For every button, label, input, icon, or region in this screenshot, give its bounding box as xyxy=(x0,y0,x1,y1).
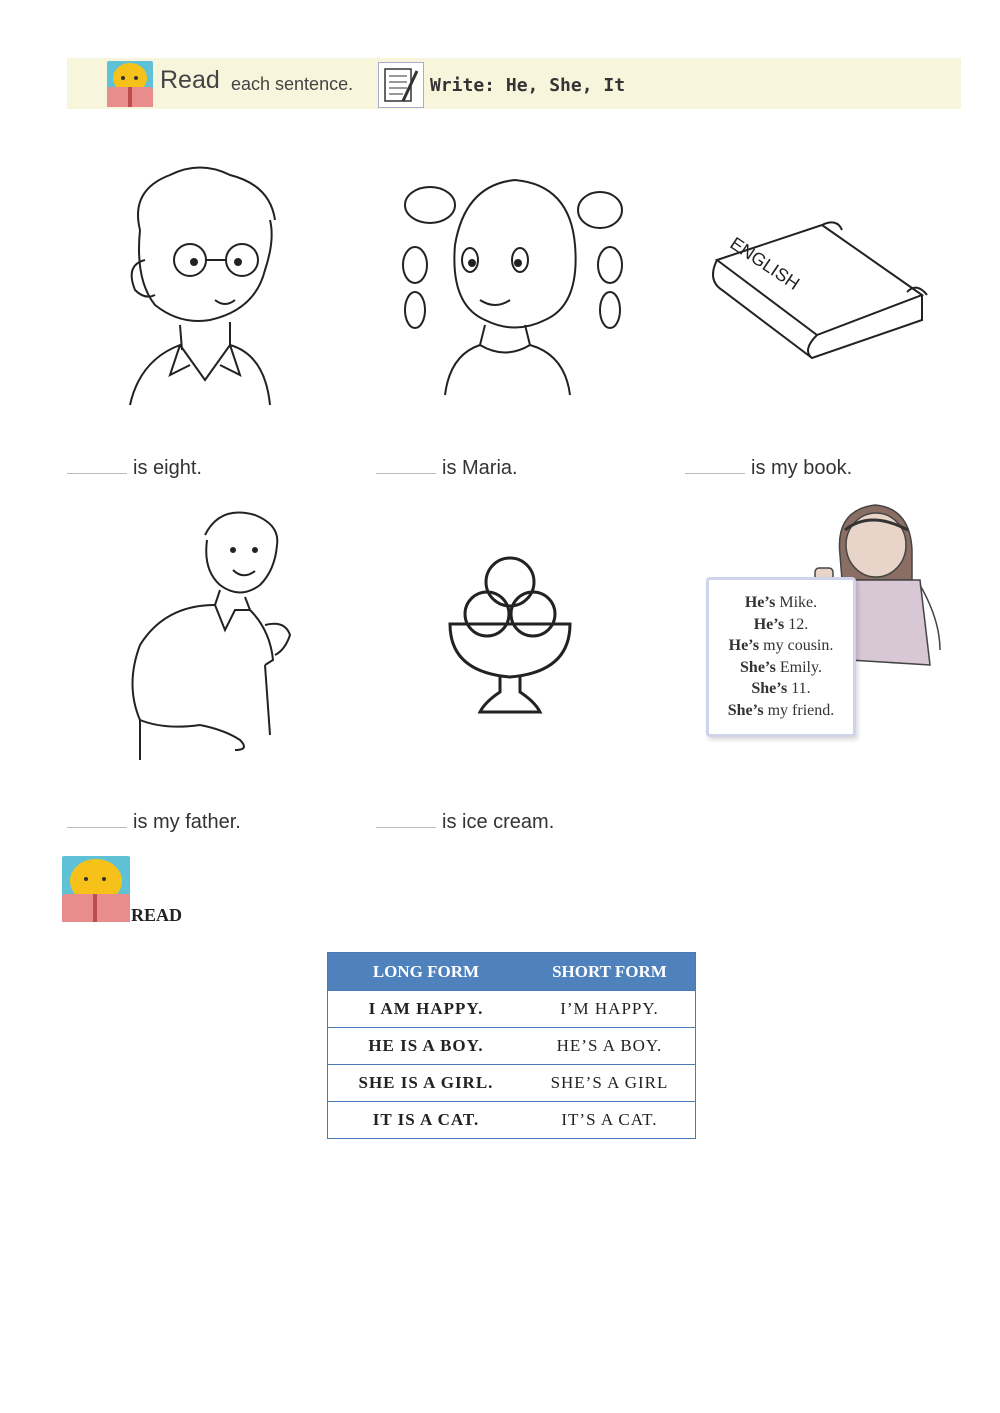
reading-face-icon xyxy=(107,61,153,107)
card-line: She’s my friend. xyxy=(727,701,835,719)
card-line: She’s 11. xyxy=(751,680,811,697)
column-header: SHORT FORM xyxy=(524,953,696,991)
short-form-cell: HE’S A BOY. xyxy=(524,1028,696,1065)
sentence-text: is Maria. xyxy=(442,457,518,479)
banner-each-sentence: each sentence. xyxy=(231,74,354,94)
sentence-text: is my father. xyxy=(133,811,241,833)
long-form-cell: I AM HAPPY. xyxy=(328,991,524,1028)
card-line: He’s Mike. xyxy=(744,594,818,611)
table-row xyxy=(328,1065,696,1102)
example-card xyxy=(706,577,856,737)
sentence-4 xyxy=(67,809,241,834)
sentence-1 xyxy=(67,455,202,480)
answer-blank[interactable] xyxy=(67,455,127,474)
girl-with-pigtails-illustration xyxy=(395,165,635,405)
instruction-banner xyxy=(67,58,961,109)
long-short-form-table xyxy=(327,952,696,1139)
long-form-cell: IT IS A CAT. xyxy=(328,1102,524,1139)
long-form-cell: HE IS A BOY. xyxy=(328,1028,524,1065)
father-illustration xyxy=(125,505,295,770)
table-row xyxy=(328,991,696,1028)
sentence-text: is eight. xyxy=(133,457,202,479)
table-header-row xyxy=(328,953,696,991)
answer-blank[interactable] xyxy=(67,809,127,828)
book-title: ENGLISH xyxy=(726,233,804,294)
banner-write-instruction: Write: He, She, It xyxy=(430,75,626,96)
sentence-3 xyxy=(685,455,852,480)
column-header: LONG FORM xyxy=(328,953,524,991)
short-form-cell: I’M HAPPY. xyxy=(524,991,696,1028)
short-form-cell: SHE’S A GIRL xyxy=(524,1065,696,1102)
sentence-text: is ice cream. xyxy=(442,811,555,833)
boy-with-glasses-illustration xyxy=(110,160,290,410)
long-form-cell: SHE IS A GIRL. xyxy=(328,1065,524,1102)
read-heading: READ xyxy=(131,905,183,925)
card-line: She’s Emily. xyxy=(740,658,822,676)
banner-read-word: Read xyxy=(160,66,220,94)
answer-blank[interactable] xyxy=(376,809,436,828)
sentence-text: is my book. xyxy=(751,457,853,479)
sentence-5 xyxy=(376,809,554,834)
english-book-illustration xyxy=(712,220,932,365)
card-line: He’s my cousin. xyxy=(728,637,834,654)
answer-blank[interactable] xyxy=(376,455,436,474)
card-line: He’s 12. xyxy=(753,615,809,633)
reading-face-icon xyxy=(62,856,130,922)
answer-blank[interactable] xyxy=(685,455,745,474)
table-row xyxy=(328,1102,696,1139)
notepad-pencil-icon xyxy=(378,62,424,108)
table-row xyxy=(328,1028,696,1065)
short-form-cell: IT’S A CAT. xyxy=(524,1102,696,1139)
ice-cream-bowl-illustration xyxy=(445,552,575,717)
sentence-2 xyxy=(376,455,518,480)
